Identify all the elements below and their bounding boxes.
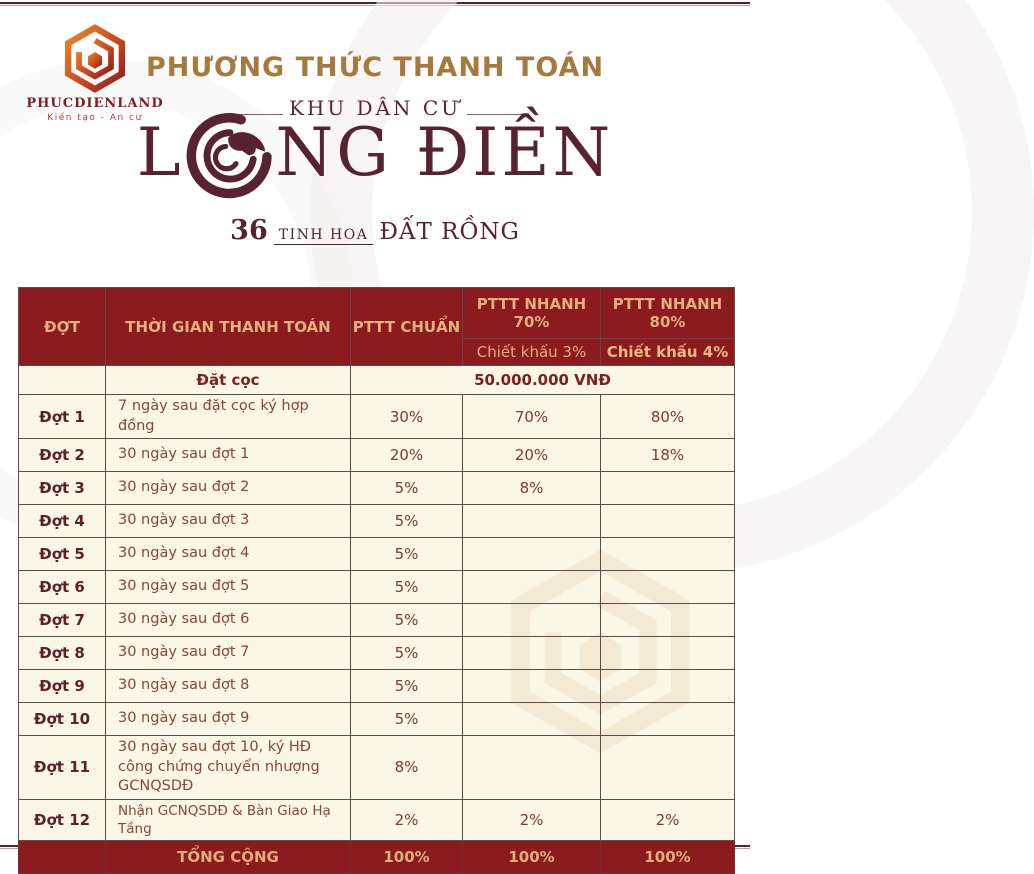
cell-time: Nhận GCNQSDĐ & Bàn Giao Hạ Tầng [106, 799, 351, 840]
cell-fast80 [601, 538, 735, 571]
total-fast80: 100% [601, 841, 735, 874]
company-slogan: Kiến tạo - An cư [47, 113, 143, 123]
table-row [19, 472, 735, 505]
cell-time: 30 ngày sau đợt 7 [106, 637, 351, 670]
cell-standard: 5% [351, 505, 463, 538]
cell-fast80 [601, 736, 735, 800]
cell-time: 30 ngày sau đợt 9 [106, 703, 351, 736]
cell-dot: Đợt 11 [19, 736, 106, 800]
cell-fast80 [601, 703, 735, 736]
col-header-dot: ĐỢT [19, 288, 106, 366]
cell-dot: Đợt 7 [19, 604, 106, 637]
cell-empty [19, 841, 106, 874]
cell-standard: 5% [351, 472, 463, 505]
tagline-mid: TINH HOA [274, 227, 374, 245]
cell-fast80: 18% [601, 439, 735, 472]
cell-standard: 2% [351, 799, 463, 840]
cell-dot: Đợt 2 [19, 439, 106, 472]
cell-fast70: 8% [463, 472, 601, 505]
cell-fast70 [463, 538, 601, 571]
cell-standard: 5% [351, 637, 463, 670]
cell-standard: 30% [351, 395, 463, 439]
table-row [19, 571, 735, 604]
cell-fast70 [463, 637, 601, 670]
payment-table-container [18, 287, 734, 874]
project-name-l: L [136, 114, 184, 191]
table-row [19, 439, 735, 472]
project-tagline [0, 215, 750, 246]
cell-fast70 [463, 703, 601, 736]
cell-dot: Đợt 12 [19, 799, 106, 840]
cell-fast80: 80% [601, 395, 735, 439]
table-row [19, 538, 735, 571]
cell-time: 30 ngày sau đợt 10, ký HĐ công chứng chuyển nhượng GCNQSDĐ [106, 736, 351, 800]
table-row [19, 505, 735, 538]
cell-fast80 [601, 604, 735, 637]
col-subheader-discount4: Chiết khấu 4% [601, 339, 735, 366]
cell-dot: Đợt 10 [19, 703, 106, 736]
cell-standard: 5% [351, 604, 463, 637]
table-row [19, 736, 735, 800]
cell-time: 30 ngày sau đợt 2 [106, 472, 351, 505]
total-standard: 100% [351, 841, 463, 874]
dragon-emblem-icon [187, 112, 273, 198]
col-header-fast80: PTTT NHANH 80% [601, 288, 735, 339]
cell-standard: 5% [351, 571, 463, 604]
cell-standard: 5% [351, 538, 463, 571]
col-header-standard: PTTT CHUẨN [351, 288, 463, 366]
top-border-line-thin [0, 5, 750, 6]
cell-standard: 8% [351, 736, 463, 800]
cell-time: 30 ngày sau đợt 8 [106, 670, 351, 703]
cell-fast80 [601, 472, 735, 505]
cell-fast70: 2% [463, 799, 601, 840]
cell-fast70 [463, 604, 601, 637]
cell-time: 30 ngày sau đợt 1 [106, 439, 351, 472]
cell-standard: 5% [351, 670, 463, 703]
project-name [0, 110, 750, 196]
payment-table [18, 287, 735, 874]
cell-fast80 [601, 637, 735, 670]
cell-standard: 20% [351, 439, 463, 472]
cell-time: 30 ngày sau đợt 3 [106, 505, 351, 538]
table-row [19, 703, 735, 736]
table-row [19, 395, 735, 439]
col-header-fast70: PTTT NHANH 70% [463, 288, 601, 339]
cell-standard: 5% [351, 703, 463, 736]
cell-fast80 [601, 505, 735, 538]
cell-dot: Đợt 3 [19, 472, 106, 505]
company-name: PHUCDIENLAND [26, 96, 164, 111]
deposit-row [19, 366, 735, 395]
cell-dot: Đợt 5 [19, 538, 106, 571]
cell-fast70 [463, 670, 601, 703]
table-row [19, 799, 735, 840]
total-row [19, 841, 735, 874]
cell-dot: Đợt 9 [19, 670, 106, 703]
cell-empty [19, 366, 106, 395]
deposit-label: Đặt cọc [106, 366, 351, 395]
top-border-line [0, 2, 750, 4]
cell-time: 30 ngày sau đợt 4 [106, 538, 351, 571]
tagline-big: ĐẤT RỒNG [379, 219, 520, 245]
cell-fast70 [463, 505, 601, 538]
cell-fast80: 2% [601, 799, 735, 840]
project-name-rest: NG ĐIỀN [275, 114, 614, 191]
cell-time: 30 ngày sau đợt 5 [106, 571, 351, 604]
page-title: PHƯƠNG THỨC THANH TOÁN [145, 52, 605, 83]
table-row [19, 670, 735, 703]
cell-dot: Đợt 8 [19, 637, 106, 670]
subtitle-text: KHU DÂN CƯ [288, 96, 462, 120]
deposit-value: 50.000.000 VNĐ [351, 366, 735, 395]
col-subheader-discount3: Chiết khấu 3% [463, 339, 601, 366]
cell-dot: Đợt 6 [19, 571, 106, 604]
cell-dot: Đợt 4 [19, 505, 106, 538]
table-row [19, 604, 735, 637]
cell-dot: Đợt 1 [19, 395, 106, 439]
cell-time: 30 ngày sau đợt 6 [106, 604, 351, 637]
total-fast70: 100% [463, 841, 601, 874]
col-header-time: THỜI GIAN THANH TOÁN [106, 288, 351, 366]
cell-fast80 [601, 670, 735, 703]
cell-fast80 [601, 571, 735, 604]
cell-fast70 [463, 571, 601, 604]
total-label: TỔNG CỘNG [106, 841, 351, 874]
cell-fast70: 20% [463, 439, 601, 472]
cell-time: 7 ngày sau đặt cọc ký hợp đồng [106, 395, 351, 439]
table-row [19, 637, 735, 670]
cell-fast70: 70% [463, 395, 601, 439]
cell-fast70 [463, 736, 601, 800]
tagline-number: 36 [230, 215, 268, 246]
